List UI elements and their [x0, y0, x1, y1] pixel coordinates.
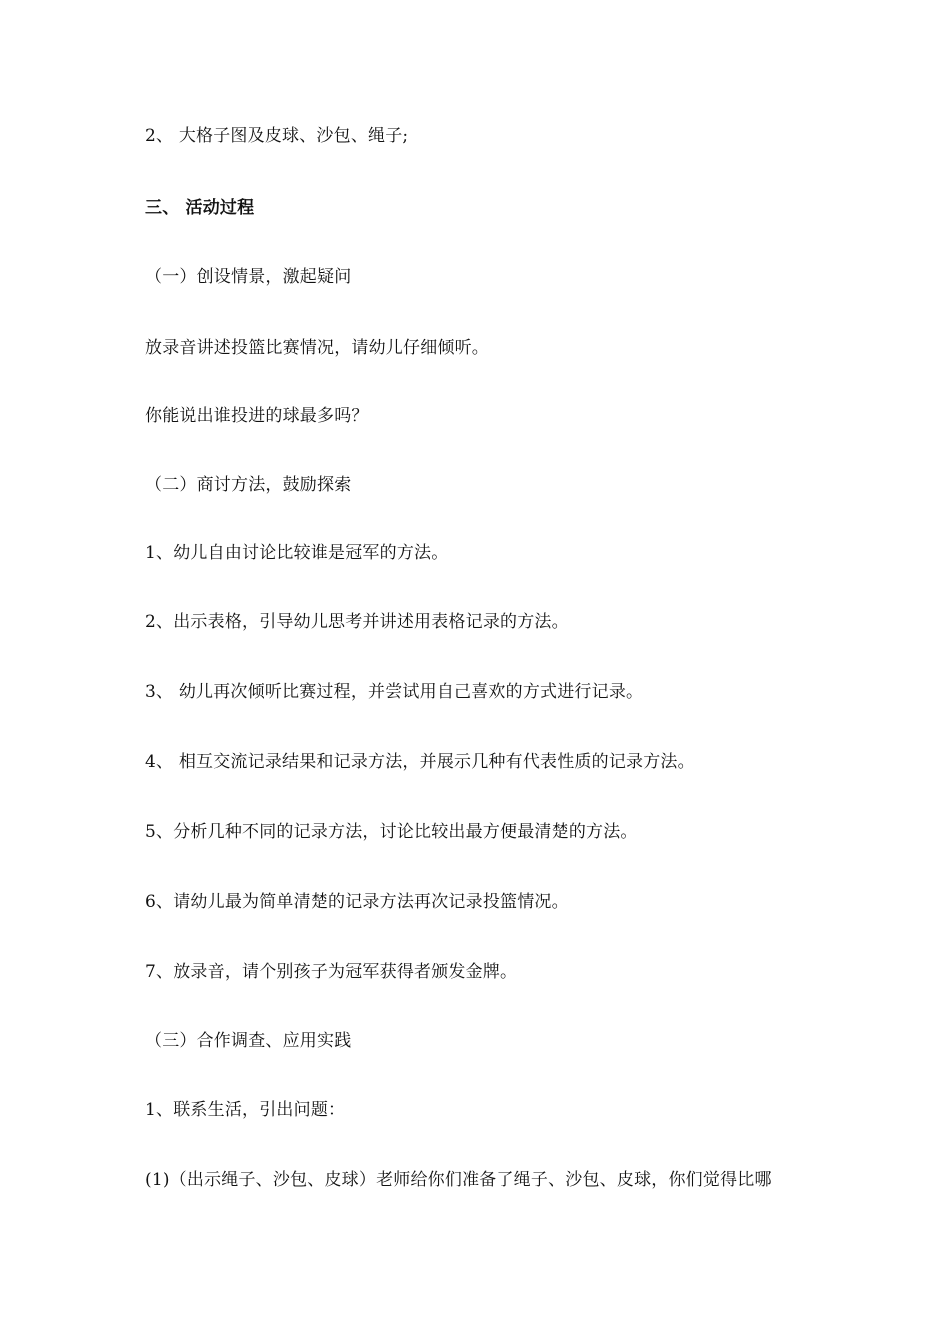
paragraph-materials-question: (1)（出示绳子、沙包、皮球）老师给你们准备了绳子、沙包、皮球，你们觉得比哪: [145, 1170, 772, 1190]
list-item-life-1: 1、联系生活，引出问题：: [145, 1100, 346, 1120]
paragraph-recording: 放录音讲述投篮比赛情况，请幼儿仔细倾听。: [145, 338, 489, 358]
list-item-2: 2、出示表格，引导幼儿思考并讲述用表格记录的方法。: [145, 612, 569, 632]
list-item-7: 7、放录音，请个别孩子为冠军获得者颁发金牌。: [145, 962, 518, 982]
paragraph-question: 你能说出谁投进的球最多吗？: [145, 406, 369, 426]
subsection-heading-2: （二）商讨方法，鼓励探索: [145, 475, 352, 495]
subsection-heading-3: （三）合作调查、应用实践: [145, 1031, 352, 1051]
list-item-6: 6、请幼儿最为简单清楚的记录方法再次记录投篮情况。: [145, 892, 569, 912]
subsection-heading-1: （一）创设情景，激起疑问: [145, 267, 352, 287]
section-heading-activity-process: 三、 活动过程: [145, 198, 255, 218]
materials-item-2: 2、 大格子图及皮球、沙包、绳子;: [145, 126, 409, 146]
list-item-3: 3、 幼儿再次倾听比赛过程，并尝试用自己喜欢的方式进行记录。: [145, 682, 644, 702]
list-item-1: 1、幼儿自由讨论比较谁是冠军的方法。: [145, 543, 449, 563]
list-item-5: 5、分析几种不同的记录方法，讨论比较出最方便最清楚的方法。: [145, 822, 638, 842]
list-item-4: 4、 相互交流记录结果和记录方法，并展示几种有代表性质的记录方法。: [145, 752, 695, 772]
